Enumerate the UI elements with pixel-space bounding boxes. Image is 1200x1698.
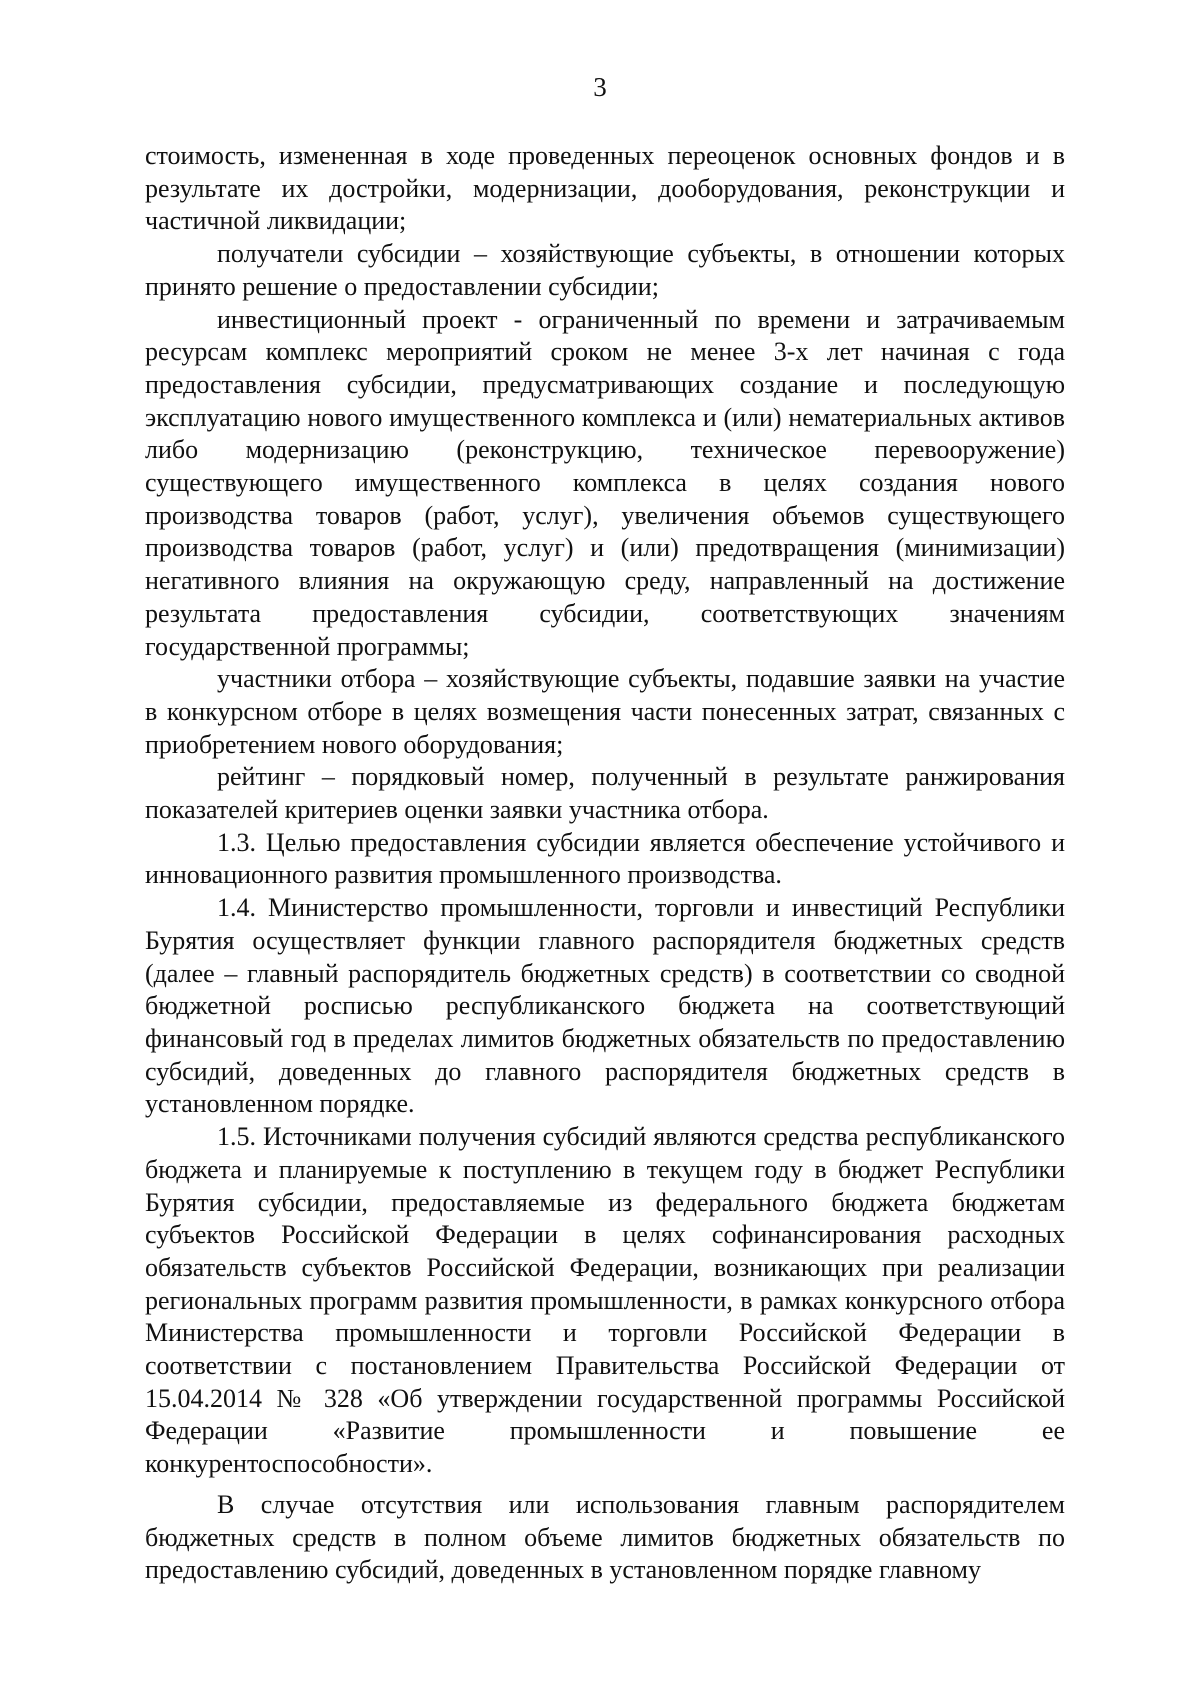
paragraph-definition-investment-project: инвестиционный проект - ограниченный по времени и затрачиваемым ресурсам комплекс мероприятий сроком не менее 3-х лет начиная с года предоставления субсидии, предусматривающих создание и последующую эксплуатацию нового имущественного комплекса и (или) нематериальных активов либо модернизацию (реконструкцию, техническое перевооружение) существующего имущественного комплекса в целях создания нового производства товаров (работ, услуг), увеличения объемов существующего производства товаров (работ, услуг) и (или) предотвращения (минимизации) негативного влияния на окружающую среду, направленный на достижение результата предоставления субсидии, соответствующих значениям государственной программы;: [145, 304, 1065, 661]
paragraph-limits-case: В случае отсутствия или использования главным распорядителем бюджетных средств в полном объеме лимитов бюджетных обязательств по предоставлению субсидий, доведенных в установленном порядке главному: [145, 1489, 1065, 1585]
paragraph-definition-recipients: получатели субсидии – хозяйствующие субъекты, в отношении которых принято решение о предоставлении субсидии;: [145, 239, 1065, 301]
paragraph-1-4: 1.4. Министерство промышленности, торговли и инвестиций Республики Бурятия осуществляет функции главного распорядителя бюджетных средств (далее – главный распорядитель бюджетных средств) в соответствии со сводной бюджетной росписью республиканского бюджета на соответствующий финансовый год в пределах лимитов бюджетных обязательств по предоставлению субсидий, доведенных до главного распорядителя бюджетных средств в установленном порядке.: [145, 893, 1065, 1119]
paragraph-1-3: 1.3. Целью предоставления субсидии является обеспечение устойчивого и инновационного развития промышленного производства.: [145, 827, 1065, 890]
page-number: 3: [593, 72, 607, 102]
paragraph-1-5: 1.5. Источниками получения субсидий являются средства республиканского бюджета и планируемые к поступлению в текущем году в бюджет Республики Бурятия субсидии, предоставляемые из федерального бюджета бюджетам субъектов Российской Федерации в целях софинансирования расходных обязательств субъектов Российской Федерации, возникающих при реализации региональных программ развития промышленности, в рамках конкурсного отбора Министерства промышленности и торговли Российской Федерации в соответствии с постановлением Правительства Российской Федерации от 15.04.2014 № 328 «Об утверждении государственной программы Российской Федерации «Развитие промышленности и повышение ее конкурентоспособности».: [145, 1122, 1065, 1479]
paragraph-definition-rating: рейтинг – порядковый номер, полученный в результате ранжирования показателей критериев оценки заявки участника отбора.: [145, 762, 1065, 825]
document-body: [145, 140, 1065, 1587]
paragraph-definition-participants: участники отбора – хозяйствующие субъекты, подавшие заявки на участие в конкурсном отборе в целях возмещения части понесенных затрат, связанных с приобретением нового оборудования;: [145, 664, 1065, 759]
paragraph-continuation: стоимость, измененная в ходе проведенных переоценок основных фондов и в результате их достройки, модернизации, дооборудования, реконструкции и частичной ликвидации;: [145, 141, 1065, 236]
